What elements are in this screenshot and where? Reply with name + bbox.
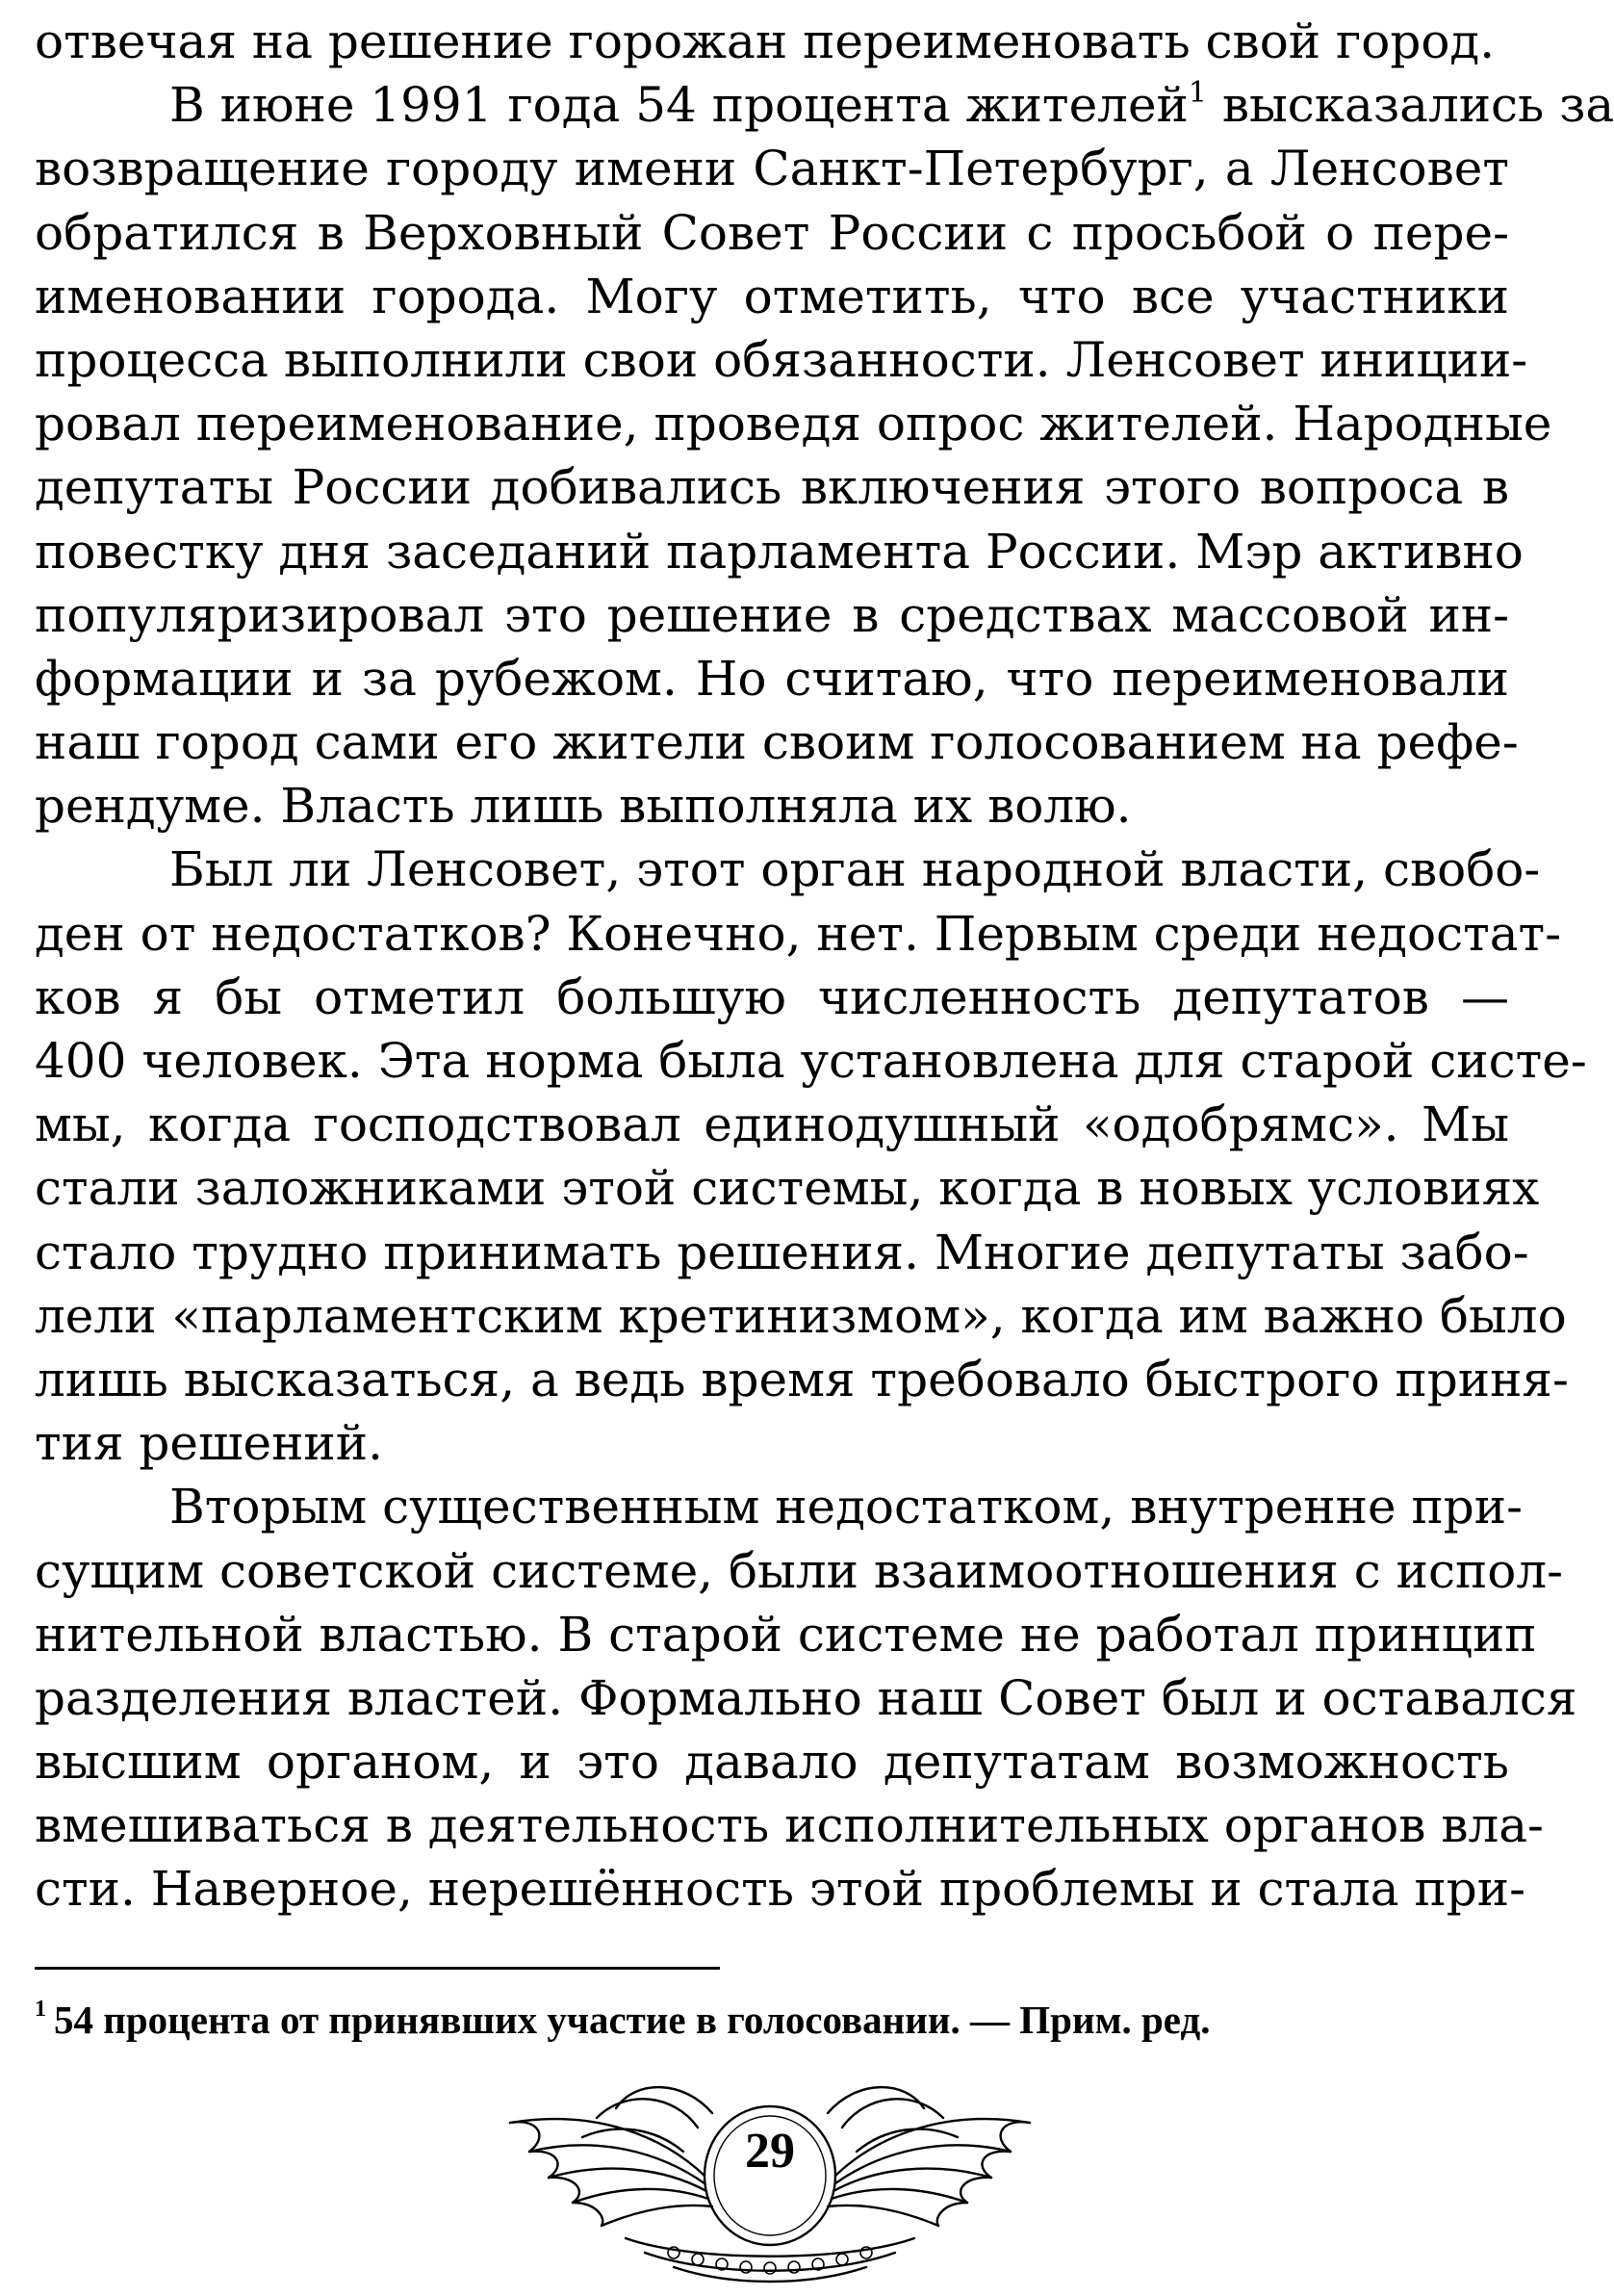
paragraph [35,73,1614,838]
page-number: 29 [745,2124,795,2179]
page-body [35,10,1614,1922]
text-line: именовании города. Могу отметить, что все участники [35,268,1509,324]
text-line: ровал переименование, проведя опрос жителей. Народные [35,396,1552,452]
text-line: возвращение городу имени Санкт-Петербург, а Ленсовет [35,141,1509,197]
text-line: 400 человек. Эта норма была установлена для старой систе- [35,1033,1587,1089]
text-line: повестку дня заседаний парламента России. Мэр активно [35,523,1524,580]
footnote [35,1993,1517,2047]
text-line: мы, когда господствовал единодушный «одобрямс». Мы [35,1096,1509,1153]
winged-wreath-ornament-icon [481,2070,1059,2291]
text-line: высшим органом, и это давало депутатам возможность [35,1734,1509,1791]
text-segment: В июне 1991 года 54 процента жителей [169,77,1189,134]
text-line: нительной властью. В старой системе не работал принцип [35,1606,1537,1663]
footnote-rule [35,1967,720,1970]
text-segment: высказались за [1206,77,1614,134]
text-line: тия решений. [35,1415,383,1472]
text-line: ков я бы отметил большую численность депутатов — [35,968,1509,1025]
text-line: наш город сами его жители своим голосованием на рефе- [35,714,1519,771]
footnote-marker: 1 [1188,76,1207,111]
text-line: ден от недостатков? Конечно, нет. Первым среди недостат- [35,905,1562,962]
text-line: депутаты России добивались включения этого вопроса в [35,459,1509,516]
text-line: обратился в Верховный Совет России с просьбой о пере- [35,204,1509,261]
text-line: стало трудно принимать решения. Многие депутаты забо- [35,1224,1529,1280]
text-line: лели «парламентским кретинизмом», когда им важно было [35,1287,1567,1344]
text-line: Вторым существенным недостатком, внутренне при- [169,1479,1524,1535]
paragraph [35,838,1587,1475]
text-line: сущим советской системе, были взаимоотношения с испол- [35,1542,1564,1599]
paragraph [35,1475,1577,1921]
text-line: лишь высказаться, а ведь время требовало быстрого приня- [35,1351,1569,1407]
text-line: популяризировал это решение в средствах массовой ин- [35,586,1509,643]
text-line: формации и за рубежом. Но считаю, что переименовали [35,650,1509,707]
text-line: разделения властей. Формально наш Совет был и оставался [35,1669,1577,1726]
text-line: Был ли Ленсовет, этот орган народной власти, свобо- [169,841,1541,898]
text-line [35,73,1614,137]
text-line: процесса выполнили свои обязанности. Ленсовет иниции- [35,331,1528,388]
text-line: отвечая на решение горожан переименовать свой город. [35,13,1496,69]
text-line: рендуме. Власть лишь выполняла их волю. [35,778,1132,835]
paragraph [35,10,1509,73]
footnote-number: 1 [35,1997,46,2022]
footnote-text: 54 процента от принявших участие в голосовании. — Прим. ред. [54,1998,1211,2042]
text-line: стали заложниками этой системы, когда в новых условиях [35,1160,1540,1217]
text-line: вмешиваться в деятельность исполнительных органов вла- [35,1797,1544,1854]
text-line: сти. Наверное, нерешённость этой проблемы и стала при- [35,1861,1526,1918]
